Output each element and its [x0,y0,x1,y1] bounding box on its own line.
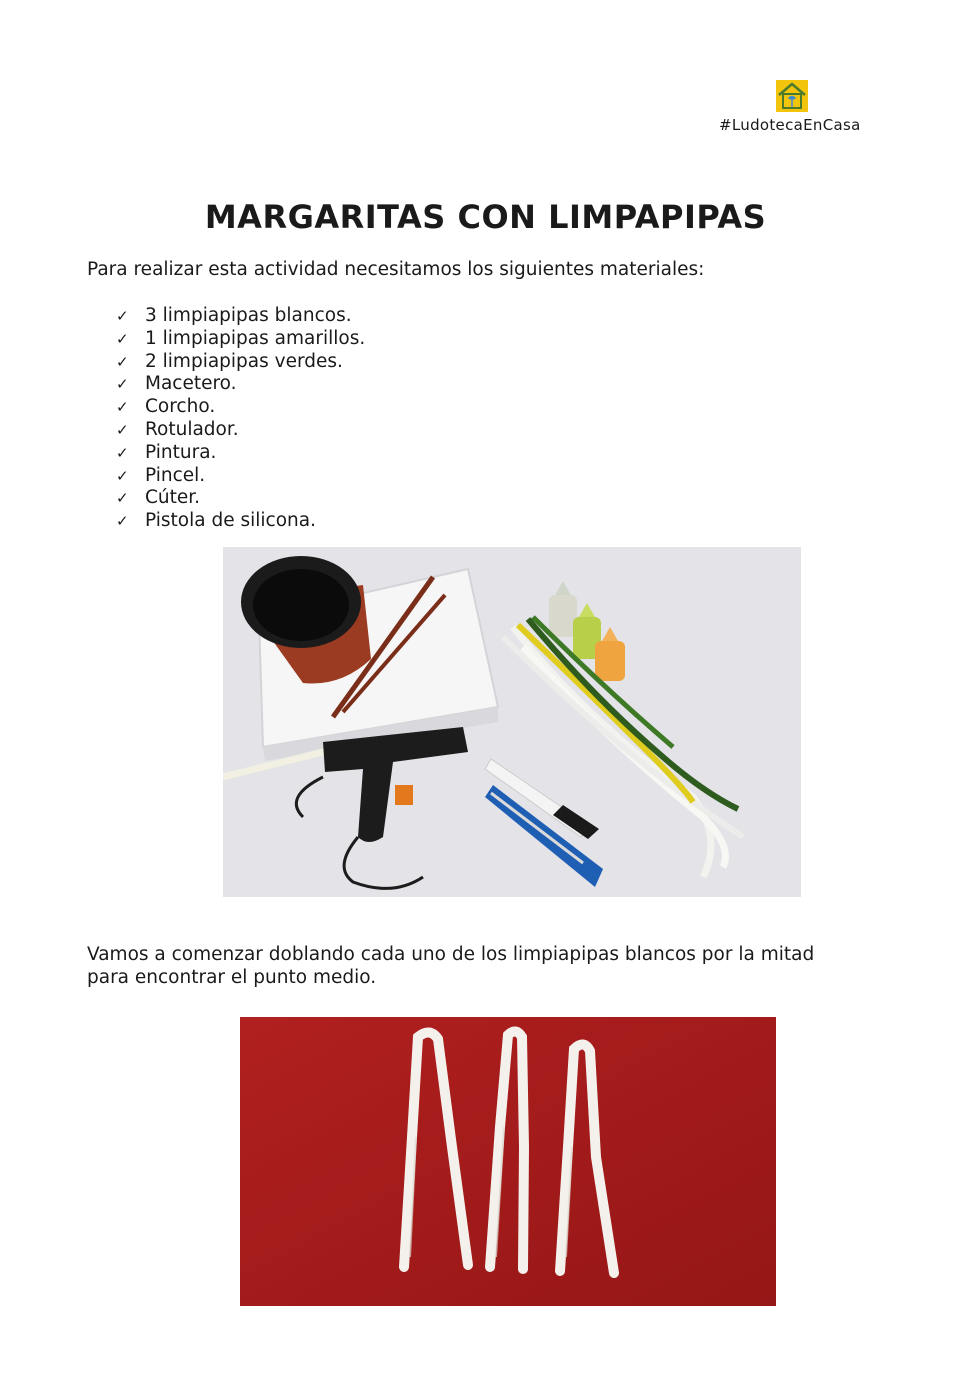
list-item [116,328,365,351]
checkmark-icon: ✓ [116,512,129,531]
checkmark-icon: ✓ [116,489,129,508]
checkmark-icon: ✓ [116,398,129,417]
list-item [116,419,365,442]
checkmark-icon: ✓ [116,352,129,371]
list-item [116,396,365,419]
material-label: Corcho. [145,396,216,418]
hashtag-label: #LudotecaEnCasa [719,116,861,134]
material-label: Macetero. [145,373,237,395]
folded-pipe-cleaners-photo [240,1017,776,1306]
checkmark-icon: ✓ [116,466,129,485]
checkmark-icon: ✓ [116,307,129,325]
materials-photo [223,547,801,897]
step1-line1: Vamos a comenzar doblando cada uno de los limpiapipas blancos por la mitad [87,944,815,965]
list-item [116,442,365,465]
materials-list [116,305,365,533]
checkmark-icon: ✓ [116,375,129,394]
material-label: 1 limpiapipas amarillos. [145,327,366,349]
checkmark-icon: ✓ [116,443,129,462]
list-item [116,465,365,488]
material-label: 2 limpiapipas verdes. [145,350,343,372]
list-item [116,487,365,510]
material-label: 3 limpiapipas blancos. [145,305,352,326]
material-label: Pincel. [145,464,206,486]
step1-text [87,943,872,989]
checkmark-icon: ✓ [116,329,129,348]
list-item [116,510,365,533]
list-item [116,373,365,396]
material-label: Pistola de silicona. [145,510,316,532]
step1-line2: para encontrar el punto medio. [87,967,377,988]
page-title: MARGARITAS CON LIMPAPIPAS [204,198,767,236]
list-item [116,305,365,328]
checkmark-icon: ✓ [116,420,129,439]
material-label: Rotulador. [145,418,239,440]
material-label: Cúter. [145,487,201,509]
materials-intro: Para realizar esta actividad necesitamos los siguientes materiales: [87,259,705,280]
material-label: Pintura. [145,441,217,463]
list-item [116,351,365,374]
ludoteca-house-logo-icon [776,80,808,112]
